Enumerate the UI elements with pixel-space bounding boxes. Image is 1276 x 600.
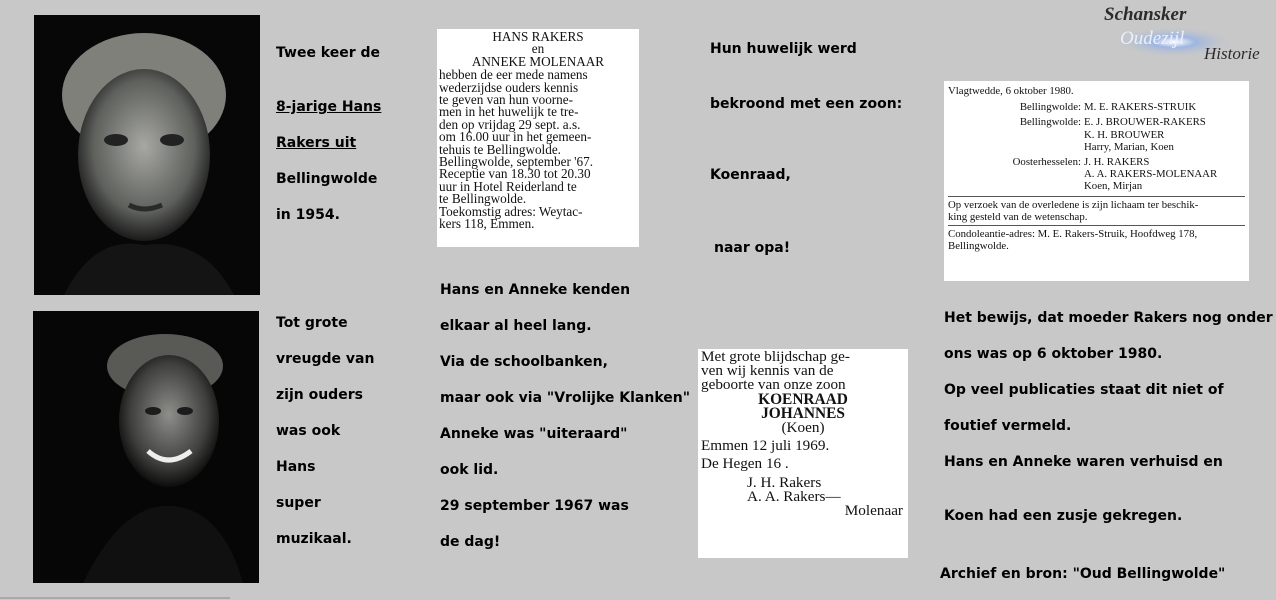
caption-line: in 1954.: [276, 207, 340, 223]
clipping-signature: J. H. Rakers: [747, 473, 822, 491]
clipping-row: [948, 129, 1245, 141]
caption-line: naar opa!: [714, 240, 791, 256]
row-value: M. E. RAKERS-STRUIK: [1084, 101, 1197, 114]
clipping-line: Toekomstig adres: Weytac-: [439, 203, 583, 219]
clipping-line: Met grote blijdschap ge-: [701, 349, 850, 365]
source-credit: Archief en bron: "Oud Bellingwolde": [940, 566, 1226, 582]
clipping-row: [948, 116, 1245, 128]
clipping-name: (Koen): [781, 419, 825, 437]
caption-line: muzikaal.: [276, 531, 352, 547]
clipping-line: Op verzoek van de overledene is zijn lichaam ter beschik-: [948, 198, 1199, 211]
caption-line-underlined: Rakers uit: [276, 135, 357, 151]
row-value: Koen, Mirjan: [1084, 180, 1143, 193]
caption-line: Koen had een zusje gekregen.: [944, 508, 1183, 524]
caption-line: Het bewijs, dat moeder Rakers nog onder: [944, 310, 1273, 326]
clipping-line: Condoleantie-adres: M. E. Rakers-Struik, Hoofdweg 178,: [948, 228, 1198, 241]
clipping-signature: Molenaar: [844, 502, 903, 520]
caption-line: Op veel publicaties staat dit niet of: [944, 382, 1224, 398]
clipping-line: men in het huwelijk te tre-: [439, 104, 579, 120]
caption-line: Bellingwolde: [276, 171, 378, 187]
clipping-line: kers 118, Emmen.: [439, 216, 535, 232]
clipping-row: [948, 168, 1245, 180]
clipping-row: [948, 141, 1245, 153]
clipping-line: king gesteld van de wetenschap.: [948, 210, 1088, 223]
clipping-birth: [698, 349, 908, 558]
row-value: J. H. RAKERS: [1084, 156, 1150, 169]
row-label: Bellingwolde:: [1019, 116, 1081, 129]
clipping-line: te geven van hun voorne-: [439, 92, 574, 108]
caption-line: 29 september 1967 was: [440, 498, 629, 514]
clipping-line: den op vrijdag 29 sept. a.s.: [439, 116, 581, 132]
clipping-heading: HANS RAKERS: [492, 29, 584, 44]
clipping-heading: ANNEKE MOLENAAR: [471, 53, 605, 69]
caption-line: Anneke was "uiteraard": [440, 426, 628, 442]
clipping-row: [948, 156, 1245, 168]
caption-line: zijn ouders: [276, 387, 363, 403]
caption-line: ook lid.: [440, 462, 499, 478]
clipping-line: Vlagtwedde, 6 oktober 1980.: [948, 85, 1074, 97]
clipping-line: ven wij kennis van de: [701, 362, 834, 380]
row-label: [948, 141, 1084, 153]
caption-line: bekroond met een zoon:: [710, 96, 903, 112]
logo-line-2: Oudezijl: [1120, 28, 1185, 49]
caption-line: maar ook via "Vrolijke Klanken": [440, 390, 691, 406]
row-label: Bellingwolde:: [1019, 101, 1081, 114]
caption-line: Twee keer de: [276, 45, 381, 61]
clipping-line: Receptie van 18.30 tot 20.30: [439, 166, 591, 182]
row-label: [948, 168, 1084, 180]
caption-line: was ook: [276, 423, 341, 439]
caption-line: Via de schoolbanken,: [440, 354, 608, 370]
caption-line: ons was op 6 oktober 1980.: [944, 346, 1163, 362]
logo-line-3: Historie: [1204, 44, 1260, 63]
clipping-line: om 16.00 uur in het gemeen-: [439, 129, 592, 145]
bottom-divider: [0, 597, 230, 599]
clipping-line: hebben de eer mede namens: [439, 67, 588, 83]
clipping-row: [948, 101, 1245, 113]
clipping-line: Bellingwolde.: [948, 240, 1009, 253]
caption-line: super: [276, 495, 321, 511]
caption-line: foutief vermeld.: [944, 418, 1072, 434]
caption-line: Hun huwelijk werd: [710, 41, 857, 57]
clipping-death-notice: [944, 81, 1249, 281]
clipping-name: JOHANNES: [761, 404, 845, 422]
clipping-engagement: [437, 29, 639, 247]
clipping-line: Emmen 12 juli 1969.: [701, 437, 830, 455]
row-value: A. A. RAKERS-MOLENAAR: [1084, 168, 1218, 181]
row-value: K. H. BROUWER: [1084, 128, 1165, 141]
clipping-divider: [948, 225, 1245, 226]
site-logo[interactable]: [1104, 4, 1270, 66]
photo-hans-portrait-1: [34, 15, 260, 295]
row-label: [948, 180, 1084, 192]
clipping-name: KOENRAAD: [758, 390, 848, 408]
row-label: Oosterhesselen:: [1012, 156, 1081, 169]
logo-line-1: Schansker: [1104, 4, 1187, 25]
caption-line: Hans en Anneke waren verhuisd en: [944, 454, 1223, 470]
clipping-line: Bellingwolde, september '67.: [439, 154, 594, 170]
clipping-line: te Bellingwolde.: [439, 191, 527, 207]
clipping-line: tehuis te Bellingwolde.: [439, 141, 561, 157]
clipping-line: De Hegen 16 .: [701, 455, 789, 473]
caption-line: Koenraad,: [710, 167, 791, 183]
clipping-signature: A. A. Rakers—: [747, 487, 841, 505]
clipping-line: wederzijdse ouders kennis: [439, 79, 579, 95]
clipping-line: uur in Hotel Reiderland te: [439, 178, 577, 194]
caption-line: Hans en Anneke kenden: [440, 282, 631, 298]
caption-line: vreugde van: [276, 351, 375, 367]
clipping-divider: [948, 196, 1245, 197]
caption-line: Tot grote: [276, 315, 348, 331]
caption-line: elkaar al heel lang.: [440, 318, 592, 334]
clipping-line: geboorte van onze zoon: [701, 376, 846, 394]
photo-hans-portrait-2: [33, 311, 259, 583]
row-value: E. J. BROUWER-RAKERS: [1084, 116, 1206, 129]
caption-line: de dag!: [440, 534, 501, 550]
clipping-heading: en: [531, 41, 545, 57]
row-value: Harry, Marian, Koen: [1084, 140, 1174, 153]
caption-line-underlined: 8-jarige Hans: [276, 99, 382, 115]
caption-line: Hans: [276, 459, 316, 475]
clipping-row: [948, 180, 1245, 192]
row-label: [948, 129, 1084, 141]
